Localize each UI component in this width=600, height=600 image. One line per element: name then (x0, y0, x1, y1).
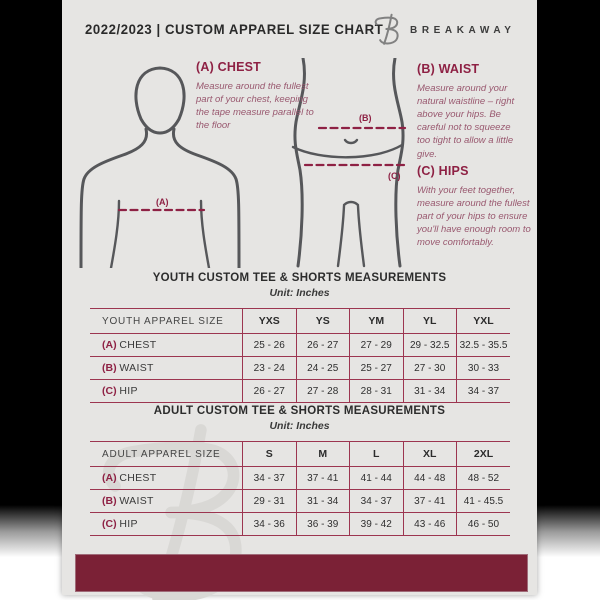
chest-instructions: Measure around the fullest part of your chest, keeping the tape measure parallel to the floor (196, 81, 314, 132)
chest-heading: (A) CHEST (196, 60, 261, 74)
table-row (90, 467, 510, 490)
cell: 27 - 29 (350, 334, 404, 357)
waist-heading: (B) WAIST (417, 62, 480, 76)
cell: 37 - 41 (296, 467, 350, 490)
row-key: (A) (102, 339, 117, 351)
cell: 31 - 34 (296, 490, 350, 513)
adult-size-table (90, 441, 510, 536)
cell: 26 - 27 (296, 334, 350, 357)
cell: 27 - 30 (403, 357, 457, 380)
size-column-header: YM (350, 309, 404, 334)
cell: 29 - 32.5 (403, 334, 457, 357)
cell: 48 - 52 (457, 467, 511, 490)
row-key: (C) (102, 385, 117, 397)
cell: 37 - 41 (403, 490, 457, 513)
cell: 30 - 33 (457, 357, 511, 380)
row-label: HIP (119, 385, 138, 397)
breakaway-logo-icon (374, 13, 400, 45)
cell: 41 - 45.5 (457, 490, 511, 513)
cell: 34 - 36 (243, 513, 297, 536)
cell: 34 - 37 (350, 490, 404, 513)
size-column-header: YS (296, 309, 350, 334)
row-label: HIP (119, 518, 138, 530)
size-column-header: M (296, 442, 350, 467)
cell: 43 - 46 (403, 513, 457, 536)
cell: 44 - 48 (403, 467, 457, 490)
cell: 23 - 24 (243, 357, 297, 380)
size-chart-flyer (62, 0, 537, 595)
cell: 28 - 31 (350, 380, 404, 403)
size-column-header: XL (403, 442, 457, 467)
size-column-header: YXL (457, 309, 511, 334)
youth-size-table (90, 308, 510, 403)
footer-bar (75, 554, 528, 592)
row-label: WAIST (119, 362, 154, 374)
table-header-row (90, 442, 510, 467)
adult-table-unit: Unit: Inches (269, 420, 330, 432)
cell: 31 - 34 (403, 380, 457, 403)
hips-instructions: With your feet together, measure around the fullest part of your hips to ensure you'll have enough room to move comfortably. (417, 185, 531, 249)
youth-table-title: YOUTH CUSTOM TEE & SHORTS MEASUREMENTS (152, 272, 447, 284)
row-label: WAIST (119, 495, 154, 507)
hips-diagram-label: (C) (388, 171, 401, 181)
cell: 32.5 - 35.5 (457, 334, 511, 357)
cell: 26 - 27 (243, 380, 297, 403)
size-column-header: 2XL (457, 442, 511, 467)
row-label: CHEST (119, 339, 157, 351)
size-column-header: L (350, 442, 404, 467)
adult-table-title: ADULT CUSTOM TEE & SHORTS MEASUREMENTS (153, 405, 446, 417)
table-row (90, 380, 510, 403)
cell: 25 - 26 (243, 334, 297, 357)
row-key: (B) (102, 362, 117, 374)
table-row (90, 334, 510, 357)
table-row (90, 490, 510, 513)
cell: 46 - 50 (457, 513, 511, 536)
brand-name: BREAKAWAY (410, 25, 516, 36)
table-row (90, 357, 510, 380)
size-column-header: YL (403, 309, 457, 334)
cell: 24 - 25 (296, 357, 350, 380)
table-row (90, 513, 510, 536)
youth-size-header: YOUTH APPAREL SIZE (90, 309, 243, 334)
size-column-header: S (243, 442, 297, 467)
cell: 34 - 37 (457, 380, 511, 403)
row-key: (A) (102, 472, 117, 484)
page-title: 2022/2023 | CUSTOM APPAREL SIZE CHART (85, 21, 384, 37)
row-key: (B) (102, 495, 117, 507)
cell: 39 - 42 (350, 513, 404, 536)
cell: 36 - 39 (296, 513, 350, 536)
size-column-header: YXS (243, 309, 297, 334)
waist-instructions: Measure around your natural waistline – right above your hips. Be careful not to squeeze too tight to allow a little give. (417, 83, 515, 160)
chest-diagram-label: (A) (156, 197, 169, 207)
waist-diagram-label: (B) (359, 113, 372, 123)
cell: 34 - 37 (243, 467, 297, 490)
adult-size-header: ADULT APPAREL SIZE (90, 442, 243, 467)
cell: 25 - 27 (350, 357, 404, 380)
youth-table-unit: Unit: Inches (269, 287, 330, 299)
cell: 27 - 28 (296, 380, 350, 403)
cell: 41 - 44 (350, 467, 404, 490)
row-label: CHEST (119, 472, 157, 484)
hips-heading: (C) HIPS (417, 164, 469, 178)
row-key: (C) (102, 518, 117, 530)
cell: 29 - 31 (243, 490, 297, 513)
table-header-row (90, 309, 510, 334)
